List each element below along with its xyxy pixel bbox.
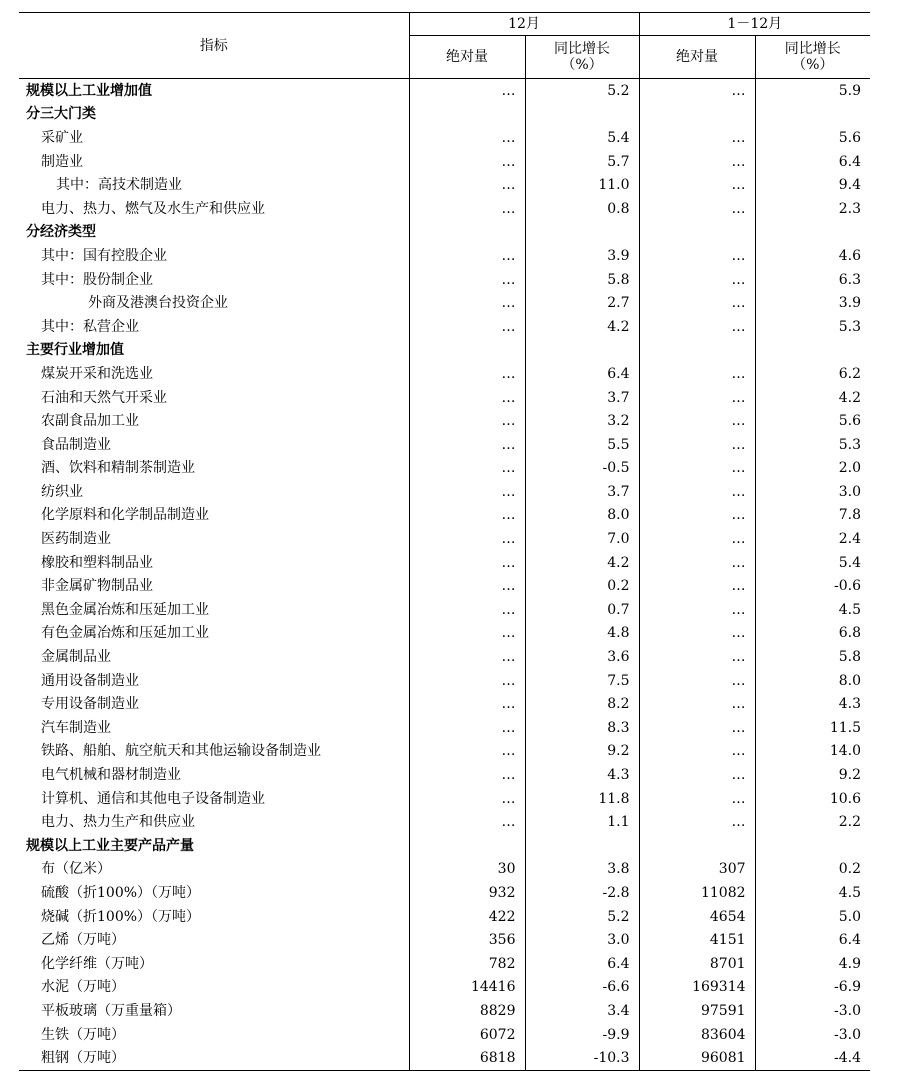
row-label: 医药制造业 <box>41 531 111 548</box>
dec-yoy-cell: 7.5 <box>525 669 639 693</box>
row-label: 其中：股份制企业 <box>41 271 153 288</box>
dec-yoy-cell: 11.8 <box>525 787 639 811</box>
yoy-header-line1: 同比增长 <box>784 41 841 57</box>
table-body <box>19 79 870 1071</box>
row-label: 烧碱（折100%）（万吨） <box>41 908 201 925</box>
dec-absolute-cell: … <box>409 433 525 457</box>
table-row <box>19 716 870 740</box>
row-label: 采矿业 <box>41 129 83 146</box>
dec-absolute-cell: … <box>409 362 525 386</box>
dec-yoy-cell: 9.2 <box>525 740 639 764</box>
ytd-absolute-cell: 4654 <box>639 905 755 929</box>
table-row <box>19 221 870 245</box>
yoy-header-jan-dec <box>755 36 870 79</box>
ytd-yoy-cell: 6.4 <box>755 150 870 174</box>
ytd-absolute-cell: … <box>639 268 755 292</box>
ytd-absolute-cell: … <box>639 740 755 764</box>
dec-yoy-cell: 5.7 <box>525 150 639 174</box>
ytd-yoy-cell: 3.0 <box>755 480 870 504</box>
dec-yoy-cell: 6.4 <box>525 952 639 976</box>
ytd-yoy-cell: 4.9 <box>755 952 870 976</box>
table-header <box>19 13 870 79</box>
ytd-yoy-cell: 6.4 <box>755 928 870 952</box>
row-label: 石油和天然气开采业 <box>41 389 167 406</box>
ytd-absolute-cell: … <box>639 598 755 622</box>
ytd-yoy-cell: 5.0 <box>755 905 870 929</box>
dec-absolute-cell: … <box>409 551 525 575</box>
ytd-absolute-cell: … <box>639 244 755 268</box>
dec-absolute-cell: … <box>409 197 525 221</box>
ytd-yoy-cell: -4.4 <box>755 1046 870 1070</box>
dec-absolute-cell: 356 <box>409 928 525 952</box>
dec-absolute-cell: 422 <box>409 905 525 929</box>
row-label: 电力、热力生产和供应业 <box>41 814 195 831</box>
table-row <box>19 999 870 1023</box>
ytd-yoy-cell: 11.5 <box>755 716 870 740</box>
ytd-yoy-cell: 5.3 <box>755 433 870 457</box>
table-row <box>19 268 870 292</box>
dec-yoy-cell: 0.2 <box>525 574 639 598</box>
table-row <box>19 905 870 929</box>
row-label: 其中：私营企业 <box>41 318 139 335</box>
table-row <box>19 574 870 598</box>
section-heading: 主要行业增加值 <box>26 342 124 359</box>
ytd-absolute-cell: … <box>639 763 755 787</box>
dec-absolute-cell: … <box>409 126 525 150</box>
absolute-header-jan-dec: 绝对量 <box>639 36 755 79</box>
dec-yoy-cell: 3.0 <box>525 928 639 952</box>
ytd-absolute-cell <box>639 103 755 127</box>
ytd-absolute-cell: … <box>639 409 755 433</box>
ytd-yoy-cell: -0.6 <box>755 574 870 598</box>
dec-yoy-cell <box>525 103 639 127</box>
ytd-yoy-cell: 14.0 <box>755 740 870 764</box>
dec-yoy-cell: 8.3 <box>525 716 639 740</box>
ytd-yoy-cell: 3.9 <box>755 291 870 315</box>
dec-absolute-cell: … <box>409 409 525 433</box>
dec-absolute-cell: … <box>409 315 525 339</box>
row-label: 化学原料和化学制品制造业 <box>41 507 209 524</box>
table-row <box>19 740 870 764</box>
ytd-absolute-cell: 8701 <box>639 952 755 976</box>
ytd-yoy-cell: 5.9 <box>755 79 870 103</box>
row-label: 外商及港澳台投资企业 <box>88 295 228 312</box>
ytd-yoy-cell: 0.2 <box>755 858 870 882</box>
ytd-yoy-cell: 6.3 <box>755 268 870 292</box>
ytd-yoy-cell: 2.0 <box>755 457 870 481</box>
dec-yoy-cell <box>525 834 639 858</box>
ytd-absolute-cell: … <box>639 669 755 693</box>
ytd-absolute-cell: … <box>639 810 755 834</box>
dec-absolute-cell: … <box>409 645 525 669</box>
ytd-yoy-cell: 5.6 <box>755 409 870 433</box>
yoy-header-line2: （%） <box>561 57 603 73</box>
table-row <box>19 622 870 646</box>
ytd-absolute-cell: … <box>639 787 755 811</box>
dec-yoy-cell: 1.1 <box>525 810 639 834</box>
dec-yoy-cell: 7.0 <box>525 527 639 551</box>
dec-absolute-cell: 6818 <box>409 1046 525 1070</box>
table-row <box>19 669 870 693</box>
yoy-header-line1: 同比增长 <box>554 41 610 57</box>
dec-absolute-cell: 8829 <box>409 999 525 1023</box>
row-label: 金属制品业 <box>41 649 111 666</box>
dec-absolute-cell: … <box>409 291 525 315</box>
dec-yoy-cell: -2.8 <box>525 881 639 905</box>
table-row <box>19 834 870 858</box>
dec-absolute-cell: … <box>409 79 525 103</box>
dec-yoy-cell: 4.3 <box>525 763 639 787</box>
ytd-absolute-cell: 83604 <box>639 1023 755 1047</box>
section-heading: 分三大门类 <box>26 106 96 123</box>
dec-yoy-cell: 5.2 <box>525 79 639 103</box>
dec-absolute-cell <box>409 103 525 127</box>
dec-yoy-cell: -6.6 <box>525 976 639 1000</box>
dec-absolute-cell: … <box>409 622 525 646</box>
period-header-jan-dec: 1－12月 <box>639 13 870 36</box>
dec-absolute-cell: … <box>409 527 525 551</box>
row-label: 水泥（万吨） <box>41 979 125 996</box>
dec-yoy-cell: 3.7 <box>525 386 639 410</box>
table-row <box>19 291 870 315</box>
ytd-yoy-cell <box>755 834 870 858</box>
row-label: 非金属矿物制品业 <box>41 578 153 595</box>
dec-yoy-cell <box>525 339 639 363</box>
ytd-yoy-cell: 8.0 <box>755 669 870 693</box>
ytd-absolute-cell: … <box>639 386 755 410</box>
table-row <box>19 103 870 127</box>
ytd-yoy-cell: 4.5 <box>755 881 870 905</box>
ytd-absolute-cell <box>639 221 755 245</box>
table-row <box>19 527 870 551</box>
table-row <box>19 150 870 174</box>
dec-absolute-cell: … <box>409 173 525 197</box>
row-label: 煤炭开采和洗选业 <box>41 365 153 382</box>
dec-yoy-cell: 3.9 <box>525 244 639 268</box>
ytd-yoy-cell: -3.0 <box>755 999 870 1023</box>
dec-yoy-cell: 0.7 <box>525 598 639 622</box>
table-row <box>19 1046 870 1070</box>
table-row <box>19 1023 870 1047</box>
dec-absolute-cell: … <box>409 716 525 740</box>
table-row <box>19 763 870 787</box>
ytd-absolute-cell: … <box>639 645 755 669</box>
ytd-yoy-cell: 7.8 <box>755 504 870 528</box>
dec-absolute-cell: … <box>409 692 525 716</box>
ytd-absolute-cell: … <box>639 457 755 481</box>
dec-absolute-cell: 30 <box>409 858 525 882</box>
dec-yoy-cell: -10.3 <box>525 1046 639 1070</box>
dec-absolute-cell <box>409 221 525 245</box>
ytd-absolute-cell: … <box>639 150 755 174</box>
yoy-header-line2: （%） <box>792 57 834 73</box>
dec-yoy-cell: 5.5 <box>525 433 639 457</box>
dec-absolute-cell: … <box>409 504 525 528</box>
section-heading: 规模以上工业增加值 <box>26 82 152 99</box>
dec-yoy-cell: 0.8 <box>525 197 639 221</box>
ytd-yoy-cell: 2.3 <box>755 197 870 221</box>
ytd-yoy-cell <box>755 103 870 127</box>
table-row <box>19 433 870 457</box>
dec-yoy-cell: 5.8 <box>525 268 639 292</box>
ytd-yoy-cell: 2.2 <box>755 810 870 834</box>
row-label: 橡胶和塑料制品业 <box>41 554 153 571</box>
section-heading: 规模以上工业主要产品产量 <box>26 837 194 854</box>
ytd-yoy-cell <box>755 221 870 245</box>
dec-absolute-cell: … <box>409 574 525 598</box>
ytd-yoy-cell: 5.6 <box>755 126 870 150</box>
row-label: 其中：国有控股企业 <box>41 247 167 264</box>
ytd-yoy-cell: 9.2 <box>755 763 870 787</box>
dec-absolute-cell: … <box>409 740 525 764</box>
table-row <box>19 244 870 268</box>
indicator-header: 指标 <box>19 13 409 79</box>
table-row <box>19 79 870 103</box>
ytd-absolute-cell: 97591 <box>639 999 755 1023</box>
dec-yoy-cell: 2.7 <box>525 291 639 315</box>
dec-yoy-cell: 3.8 <box>525 858 639 882</box>
ytd-absolute-cell: … <box>639 480 755 504</box>
ytd-absolute-cell <box>639 339 755 363</box>
ytd-absolute-cell: … <box>639 315 755 339</box>
row-label: 化学纤维（万吨） <box>41 955 153 972</box>
ytd-absolute-cell: … <box>639 622 755 646</box>
dec-absolute-cell: 782 <box>409 952 525 976</box>
table-row <box>19 952 870 976</box>
ytd-absolute-cell: 307 <box>639 858 755 882</box>
dec-absolute-cell: … <box>409 386 525 410</box>
row-label: 酒、饮料和精制茶制造业 <box>41 460 195 477</box>
table-row <box>19 339 870 363</box>
dec-yoy-cell: 4.2 <box>525 315 639 339</box>
ytd-absolute-cell: 11082 <box>639 881 755 905</box>
dec-absolute-cell: 6072 <box>409 1023 525 1047</box>
table-row <box>19 315 870 339</box>
dec-yoy-cell: 3.4 <box>525 999 639 1023</box>
dec-yoy-cell: 3.2 <box>525 409 639 433</box>
ytd-absolute-cell: … <box>639 79 755 103</box>
dec-yoy-cell <box>525 221 639 245</box>
table-row <box>19 409 870 433</box>
row-label: 黑色金属冶炼和压延加工业 <box>41 601 209 618</box>
table-row <box>19 692 870 716</box>
dec-absolute-cell: … <box>409 763 525 787</box>
dec-absolute-cell: … <box>409 598 525 622</box>
ytd-absolute-cell: … <box>639 551 755 575</box>
ytd-yoy-cell: 5.4 <box>755 551 870 575</box>
table-row <box>19 362 870 386</box>
row-label: 电气机械和器材制造业 <box>41 767 181 784</box>
row-label: 其中：高技术制造业 <box>56 177 182 194</box>
dec-absolute-cell: … <box>409 787 525 811</box>
dec-yoy-cell: 4.2 <box>525 551 639 575</box>
dec-yoy-cell: 5.4 <box>525 126 639 150</box>
ytd-absolute-cell: … <box>639 433 755 457</box>
dec-yoy-cell: -9.9 <box>525 1023 639 1047</box>
row-label: 有色金属冶炼和压延加工业 <box>41 625 209 642</box>
table-row <box>19 881 870 905</box>
ytd-yoy-cell: 4.5 <box>755 598 870 622</box>
ytd-yoy-cell: 6.8 <box>755 622 870 646</box>
row-label: 汽车制造业 <box>41 719 111 736</box>
ytd-yoy-cell <box>755 339 870 363</box>
row-label: 专用设备制造业 <box>41 696 139 713</box>
ytd-absolute-cell: … <box>639 126 755 150</box>
row-label: 平板玻璃（万重量箱） <box>41 1002 181 1019</box>
row-label: 计算机、通信和其他电子设备制造业 <box>41 790 265 807</box>
ytd-absolute-cell <box>639 834 755 858</box>
dec-yoy-cell: 8.0 <box>525 504 639 528</box>
period-header-december: 12月 <box>409 13 639 36</box>
dec-yoy-cell: 4.8 <box>525 622 639 646</box>
ytd-absolute-cell: 169314 <box>639 976 755 1000</box>
ytd-yoy-cell: 9.4 <box>755 173 870 197</box>
row-label: 铁路、船舶、航空航天和其他运输设备制造业 <box>41 743 321 760</box>
row-label: 通用设备制造业 <box>41 672 139 689</box>
ytd-absolute-cell: 4151 <box>639 928 755 952</box>
table-row <box>19 976 870 1000</box>
table-row <box>19 928 870 952</box>
dec-yoy-cell: 3.7 <box>525 480 639 504</box>
ytd-yoy-cell: -6.9 <box>755 976 870 1000</box>
dec-absolute-cell: … <box>409 244 525 268</box>
dec-absolute-cell: … <box>409 268 525 292</box>
row-label: 食品制造业 <box>41 436 111 453</box>
row-label: 布（亿米） <box>41 861 111 878</box>
row-label: 纺织业 <box>41 483 83 500</box>
statistics-table-container <box>19 12 870 1071</box>
ytd-absolute-cell: … <box>639 362 755 386</box>
table-row <box>19 787 870 811</box>
dec-absolute-cell: … <box>409 480 525 504</box>
row-label: 乙烯（万吨） <box>41 932 125 949</box>
dec-absolute-cell <box>409 339 525 363</box>
ytd-absolute-cell: … <box>639 291 755 315</box>
dec-absolute-cell: … <box>409 669 525 693</box>
table-row <box>19 810 870 834</box>
dec-yoy-cell: -0.5 <box>525 457 639 481</box>
absolute-header-december: 绝对量 <box>409 36 525 79</box>
table-row <box>19 457 870 481</box>
ytd-yoy-cell: 4.3 <box>755 692 870 716</box>
table-row <box>19 197 870 221</box>
ytd-absolute-cell: 96081 <box>639 1046 755 1070</box>
table-row <box>19 504 870 528</box>
ytd-absolute-cell: … <box>639 716 755 740</box>
ytd-absolute-cell: … <box>639 574 755 598</box>
ytd-yoy-cell: 4.6 <box>755 244 870 268</box>
ytd-yoy-cell: -3.0 <box>755 1023 870 1047</box>
table-row <box>19 598 870 622</box>
ytd-yoy-cell: 6.2 <box>755 362 870 386</box>
row-label: 生铁（万吨） <box>41 1026 125 1043</box>
section-heading: 分经济类型 <box>26 224 96 241</box>
row-label: 农副食品加工业 <box>41 413 139 430</box>
row-label: 制造业 <box>41 153 83 170</box>
ytd-yoy-cell: 4.2 <box>755 386 870 410</box>
table-row <box>19 126 870 150</box>
ytd-absolute-cell: … <box>639 197 755 221</box>
table-row <box>19 858 870 882</box>
ytd-yoy-cell: 2.4 <box>755 527 870 551</box>
dec-yoy-cell: 5.2 <box>525 905 639 929</box>
table-row <box>19 480 870 504</box>
table-row <box>19 173 870 197</box>
yoy-header-december <box>525 36 639 79</box>
ytd-absolute-cell: … <box>639 504 755 528</box>
row-label: 硫酸（折100%）（万吨） <box>41 884 201 901</box>
dec-absolute-cell: … <box>409 457 525 481</box>
table-row <box>19 386 870 410</box>
ytd-yoy-cell: 10.6 <box>755 787 870 811</box>
ytd-yoy-cell: 5.8 <box>755 645 870 669</box>
dec-absolute-cell: … <box>409 810 525 834</box>
table-row <box>19 551 870 575</box>
dec-yoy-cell: 3.6 <box>525 645 639 669</box>
industrial-statistics-table <box>19 12 870 1071</box>
dec-absolute-cell: 14416 <box>409 976 525 1000</box>
ytd-absolute-cell: … <box>639 173 755 197</box>
ytd-absolute-cell: … <box>639 692 755 716</box>
dec-yoy-cell: 6.4 <box>525 362 639 386</box>
row-label: 电力、热力、燃气及水生产和供应业 <box>41 200 265 217</box>
dec-yoy-cell: 11.0 <box>525 173 639 197</box>
dec-absolute-cell <box>409 834 525 858</box>
table-row <box>19 645 870 669</box>
dec-absolute-cell: 932 <box>409 881 525 905</box>
ytd-yoy-cell: 5.3 <box>755 315 870 339</box>
row-label: 粗钢（万吨） <box>19 1046 409 1070</box>
dec-absolute-cell: … <box>409 150 525 174</box>
dec-yoy-cell: 8.2 <box>525 692 639 716</box>
ytd-absolute-cell: … <box>639 527 755 551</box>
